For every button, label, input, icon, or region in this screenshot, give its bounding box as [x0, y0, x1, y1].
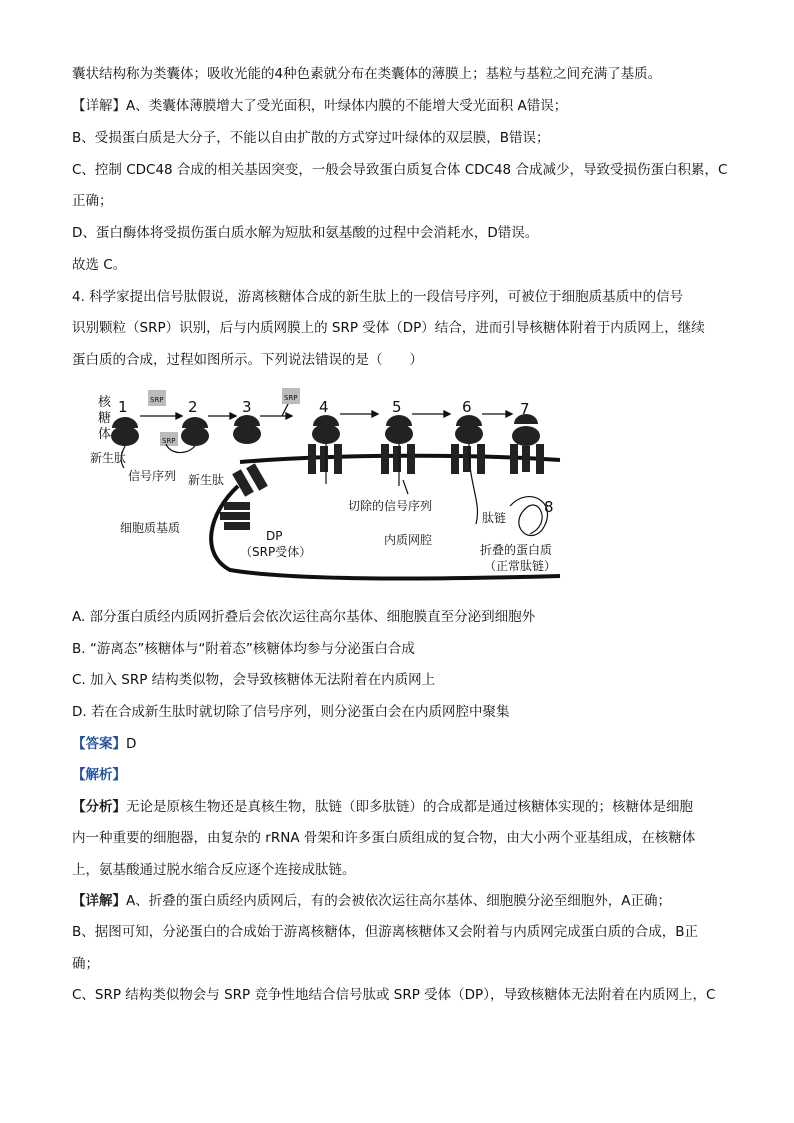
fenxi-text: 上，氨基酸通过脱水缩合反应逐个连接成肽链。 [72, 862, 356, 878]
normal-chain-label: （正常肽链） [484, 559, 557, 573]
signal-sequence-label: 信号序列 [128, 469, 177, 483]
srp-receptor-label: （SRP受体） [240, 545, 312, 559]
srp-label: SRP [162, 437, 176, 445]
ribosome-1 [111, 417, 139, 446]
fenxi-text: 内一种重要的细胞器，由复杂的 rRNA 骨架和许多蛋白质组成的复合物，由大小两个亚基组成，在核糖体 [72, 830, 696, 846]
text-line: 【详解】A、类囊体薄膜增大了受光面积，叶绿体内膜的不能增大受光面积 A错误； [72, 98, 568, 114]
stage-number: 4 [319, 398, 329, 416]
detail-line [72, 891, 671, 911]
nascent-peptide-label: 新生肽 [90, 451, 127, 465]
answer-line [72, 734, 136, 754]
answer-tag: 【答案】 [72, 736, 126, 752]
question-text: 识别颗粒（SRP）识别，后与内质网膜上的 SRP 受体（DP）结合，进而引导核糖体附着于内质网上，继续 [72, 320, 705, 336]
stage-number: 7 [520, 400, 530, 418]
option-a: A. 部分蛋白质经内质网折叠后会依次运往高尔基体、细胞膜直至分泌到细胞外 [72, 609, 536, 625]
ribosome-5 [385, 415, 413, 444]
ribosome-label: 糖 [98, 411, 112, 426]
text-line: 囊状结构称为类囊体；吸收光能的4种色素就分布在类囊体的薄膜上；基粒与基粒之间充满了基质。 [72, 66, 662, 82]
ribosome-6 [455, 415, 483, 444]
answer-value: D [126, 736, 137, 752]
stage-number: 1 [118, 398, 128, 416]
analysis-tag [72, 765, 126, 785]
er-lumen-label: 内质网腔 [384, 533, 433, 547]
question-text: 蛋白质的合成，过程如图所示。下列说法错误的是（ ） [72, 352, 423, 368]
signal-peptide-diagram [90, 384, 570, 584]
text-line: 故选 C。 [72, 257, 127, 273]
cut-signal-label: 切除的信号序列 [348, 499, 433, 513]
ribosome-2 [181, 417, 209, 446]
fenxi-line [72, 797, 693, 817]
detail-tag: 【详解】 [72, 893, 126, 909]
text-line: 正确； [72, 193, 113, 209]
analysis-heading: 【解析】 [72, 767, 126, 783]
folded-protein-label: 折叠的蛋白质 [480, 543, 553, 557]
cytoplasm-label: 细胞质基质 [120, 521, 181, 535]
detail-text: C、SRP 结构类似物会与 SRP 竞争性地结合信号肽或 SRP 受体（DP），导致核糖体无法附着在内质网上，C [72, 987, 716, 1003]
detail-text: A、折叠的蛋白质经内质网后，有的会被依次运往高尔基体、细胞膜分泌至细胞外，A正确； [126, 893, 671, 909]
question-text: 4. 科学家提出信号肽假说，游离核糖体合成的新生肽上的一段信号序列，可被位于细胞质基质中的信号 [72, 289, 684, 305]
stage-number: 6 [462, 398, 472, 416]
srp-label: SRP [284, 394, 298, 402]
fenxi-text: 无论是原核生物还是真核生物，肽链（即多肽链）的合成都是通过核糖体实现的；核糖体是细胞 [126, 799, 693, 815]
nascent-peptide-label: 新生肽 [188, 473, 225, 487]
peptide-chain-label: 肽链 [482, 511, 507, 525]
srp-label: SRP [150, 396, 164, 404]
option-b: B. “游离态”核糖体与“附着态”核糖体均参与分泌蛋白合成 [72, 641, 415, 657]
detail-text: 确； [72, 956, 99, 972]
text-line: C、控制 CDC48 合成的相关基因突变，一般会导致蛋白质复合体 CDC48 合成减少，导致受损伤蛋白积累，C [72, 162, 728, 178]
option-d: D. 若在合成新生肽时就切除了信号序列，则分泌蛋白会在内质网腔中聚集 [72, 704, 510, 720]
ribosome-7 [512, 414, 540, 446]
option-c: C. 加入 SRP 结构类似物，会导致核糖体无法附着在内质网上 [72, 672, 436, 688]
ribosome-label: 体 [98, 427, 112, 442]
stage-number: 3 [242, 398, 252, 416]
ribosome-label: 核 [98, 395, 112, 410]
stage-number: 5 [392, 398, 402, 416]
text-line: D、蛋白酶体将受损伤蛋白质水解为短肽和氨基酸的过程中会消耗水，D错误。 [72, 225, 539, 241]
text-line: B、受损蛋白质是大分子，不能以自由扩散的方式穿过叶绿体的双层膜，B错误； [72, 130, 550, 146]
dp-label: DP [266, 529, 283, 543]
detail-text: B、据图可知，分泌蛋白的合成始于游离核糖体，但游离核糖体又会附着与内质网完成蛋白质的合成，B正 [72, 924, 699, 940]
ribosome-3 [233, 415, 261, 444]
stage-number: 8 [544, 498, 554, 516]
ribosome-4 [312, 415, 340, 444]
stage-number: 2 [188, 398, 198, 416]
fenxi-tag: 【分析】 [72, 799, 126, 815]
